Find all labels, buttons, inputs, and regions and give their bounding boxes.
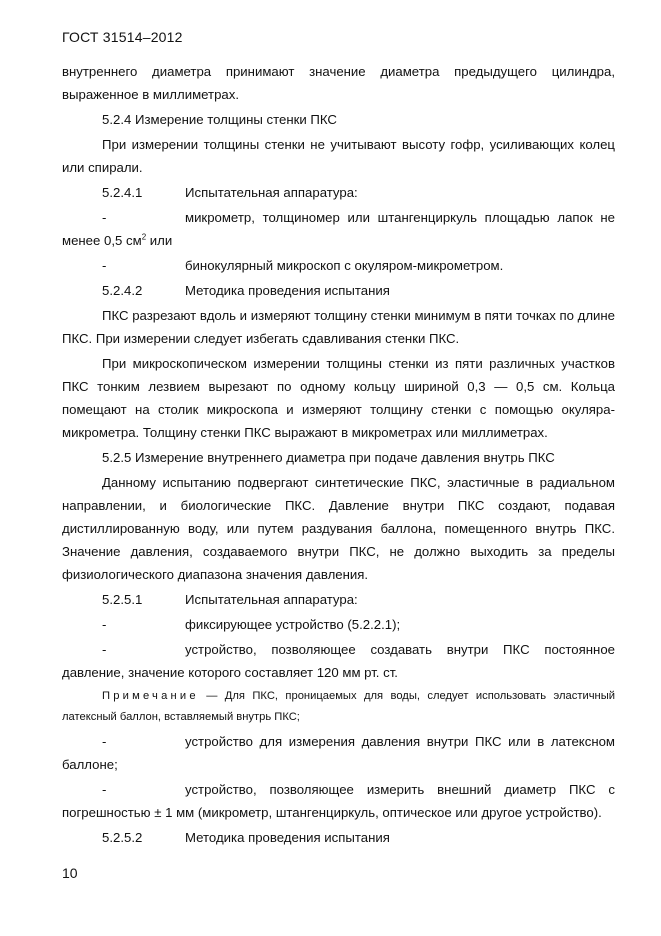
note-label: Примечание [102, 690, 199, 702]
list-item [62, 206, 615, 252]
paragraph-wall-thickness: При измерении толщины стенки не учитывают высоту гофр, усиливающих колец или спирали. [62, 137, 615, 175]
subsection-number: 5.2.4.1 [102, 185, 143, 200]
paragraph-pressure-test: Данному испытанию подвергают синтетические ПКС, эластичные в радиальном направлении, и биологические ПКС. Давление внутри ПКС создают, подавая дистиллированную воду, или путем раздувания баллона, помещенного внутрь ПКС. Значение давления, создаваемого внутри ПКС, не должно выходить за пределы физиологического диапазона значения давления. [62, 475, 615, 582]
list-item [62, 254, 615, 277]
note [62, 686, 615, 728]
subsection-heading-5-2-4-1 [62, 181, 615, 204]
list-dash: - [102, 782, 107, 797]
list-dash: - [102, 734, 107, 749]
list-item-text-tail: или [146, 233, 173, 248]
superscript: 2 [141, 232, 147, 242]
subsection-title: Испытательная аппаратура: [185, 185, 358, 200]
subsection-number: 5.2.5.2 [102, 830, 143, 845]
subsection-title: Методика проведения испытания [185, 283, 390, 298]
list-item-text: устройство, позволяющее измерить внешний диаметр ПКС с погрешностью ± 1 мм (микрометр, штангенциркуль, оптическое или другое устройство). [62, 782, 615, 820]
section-heading-5-2-5: 5.2.5 Измерение внутреннего диаметра при подаче давления внутрь ПКС [102, 450, 555, 465]
subsection-heading-5-2-4-2 [62, 279, 615, 302]
standard-header: ГОСТ 31514–2012 [62, 29, 183, 45]
paragraph-continuation: внутреннего диаметра принимают значение диаметра предыдущего цилиндра, выраженное в миллиметрах. [62, 64, 615, 102]
subsection-title: Методика проведения испытания [185, 830, 390, 845]
document-body [62, 60, 615, 851]
list-dash: - [102, 617, 107, 632]
list-item [62, 638, 615, 684]
list-item-text: микрометр, толщиномер или штангенциркуль площадью лапок не менее 0,5 см [62, 210, 615, 248]
subsection-heading-5-2-5-2 [62, 826, 615, 849]
list-item [62, 613, 615, 636]
list-dash: - [102, 210, 107, 225]
list-dash: - [102, 258, 107, 273]
list-item-text: фиксирующее устройство (5.2.2.1); [185, 617, 401, 632]
list-item-text: устройство для измерения давления внутри ПКС или в латексном баллоне; [62, 734, 615, 772]
paragraph-microscopic: При микроскопическом измерении толщины стенки из пяти различных участков ПКС тонким лезвием вырезают по одному кольцу шириной 0,3 — 0,5 см. Кольца помещают на столик микроскопа и измеряют толщину стенки с помощью окуляра-микрометра. Толщину стенки ПКС выражают в микрометрах или миллиметрах. [62, 356, 615, 440]
subsection-title: Испытательная аппаратура: [185, 592, 358, 607]
paragraph-cutting: ПКС разрезают вдоль и измеряют толщину стенки минимум в пяти точках по длине ПКС. При измерении следует избегать сдавливания стенки ПКС. [62, 308, 615, 346]
subsection-number: 5.2.4.2 [102, 283, 143, 298]
list-item [62, 778, 615, 824]
list-item-text: бинокулярный микроскоп с окуляром-микрометром. [185, 258, 504, 273]
subsection-heading-5-2-5-1 [62, 588, 615, 611]
list-item [62, 730, 615, 776]
note-text: — Для ПКС, проницаемых для воды, следует использовать эластичный латексный баллон, вставляемый внутрь ПКС; [62, 690, 615, 723]
list-item-text: устройство, позволяющее создавать внутри ПКС постоянное давление, значение которого составляет 120 мм рт. ст. [62, 642, 615, 680]
list-dash: - [102, 642, 107, 657]
section-heading-5-2-4: 5.2.4 Измерение толщины стенки ПКС [102, 112, 337, 127]
subsection-number: 5.2.5.1 [102, 592, 143, 607]
page-number: 10 [62, 865, 78, 881]
